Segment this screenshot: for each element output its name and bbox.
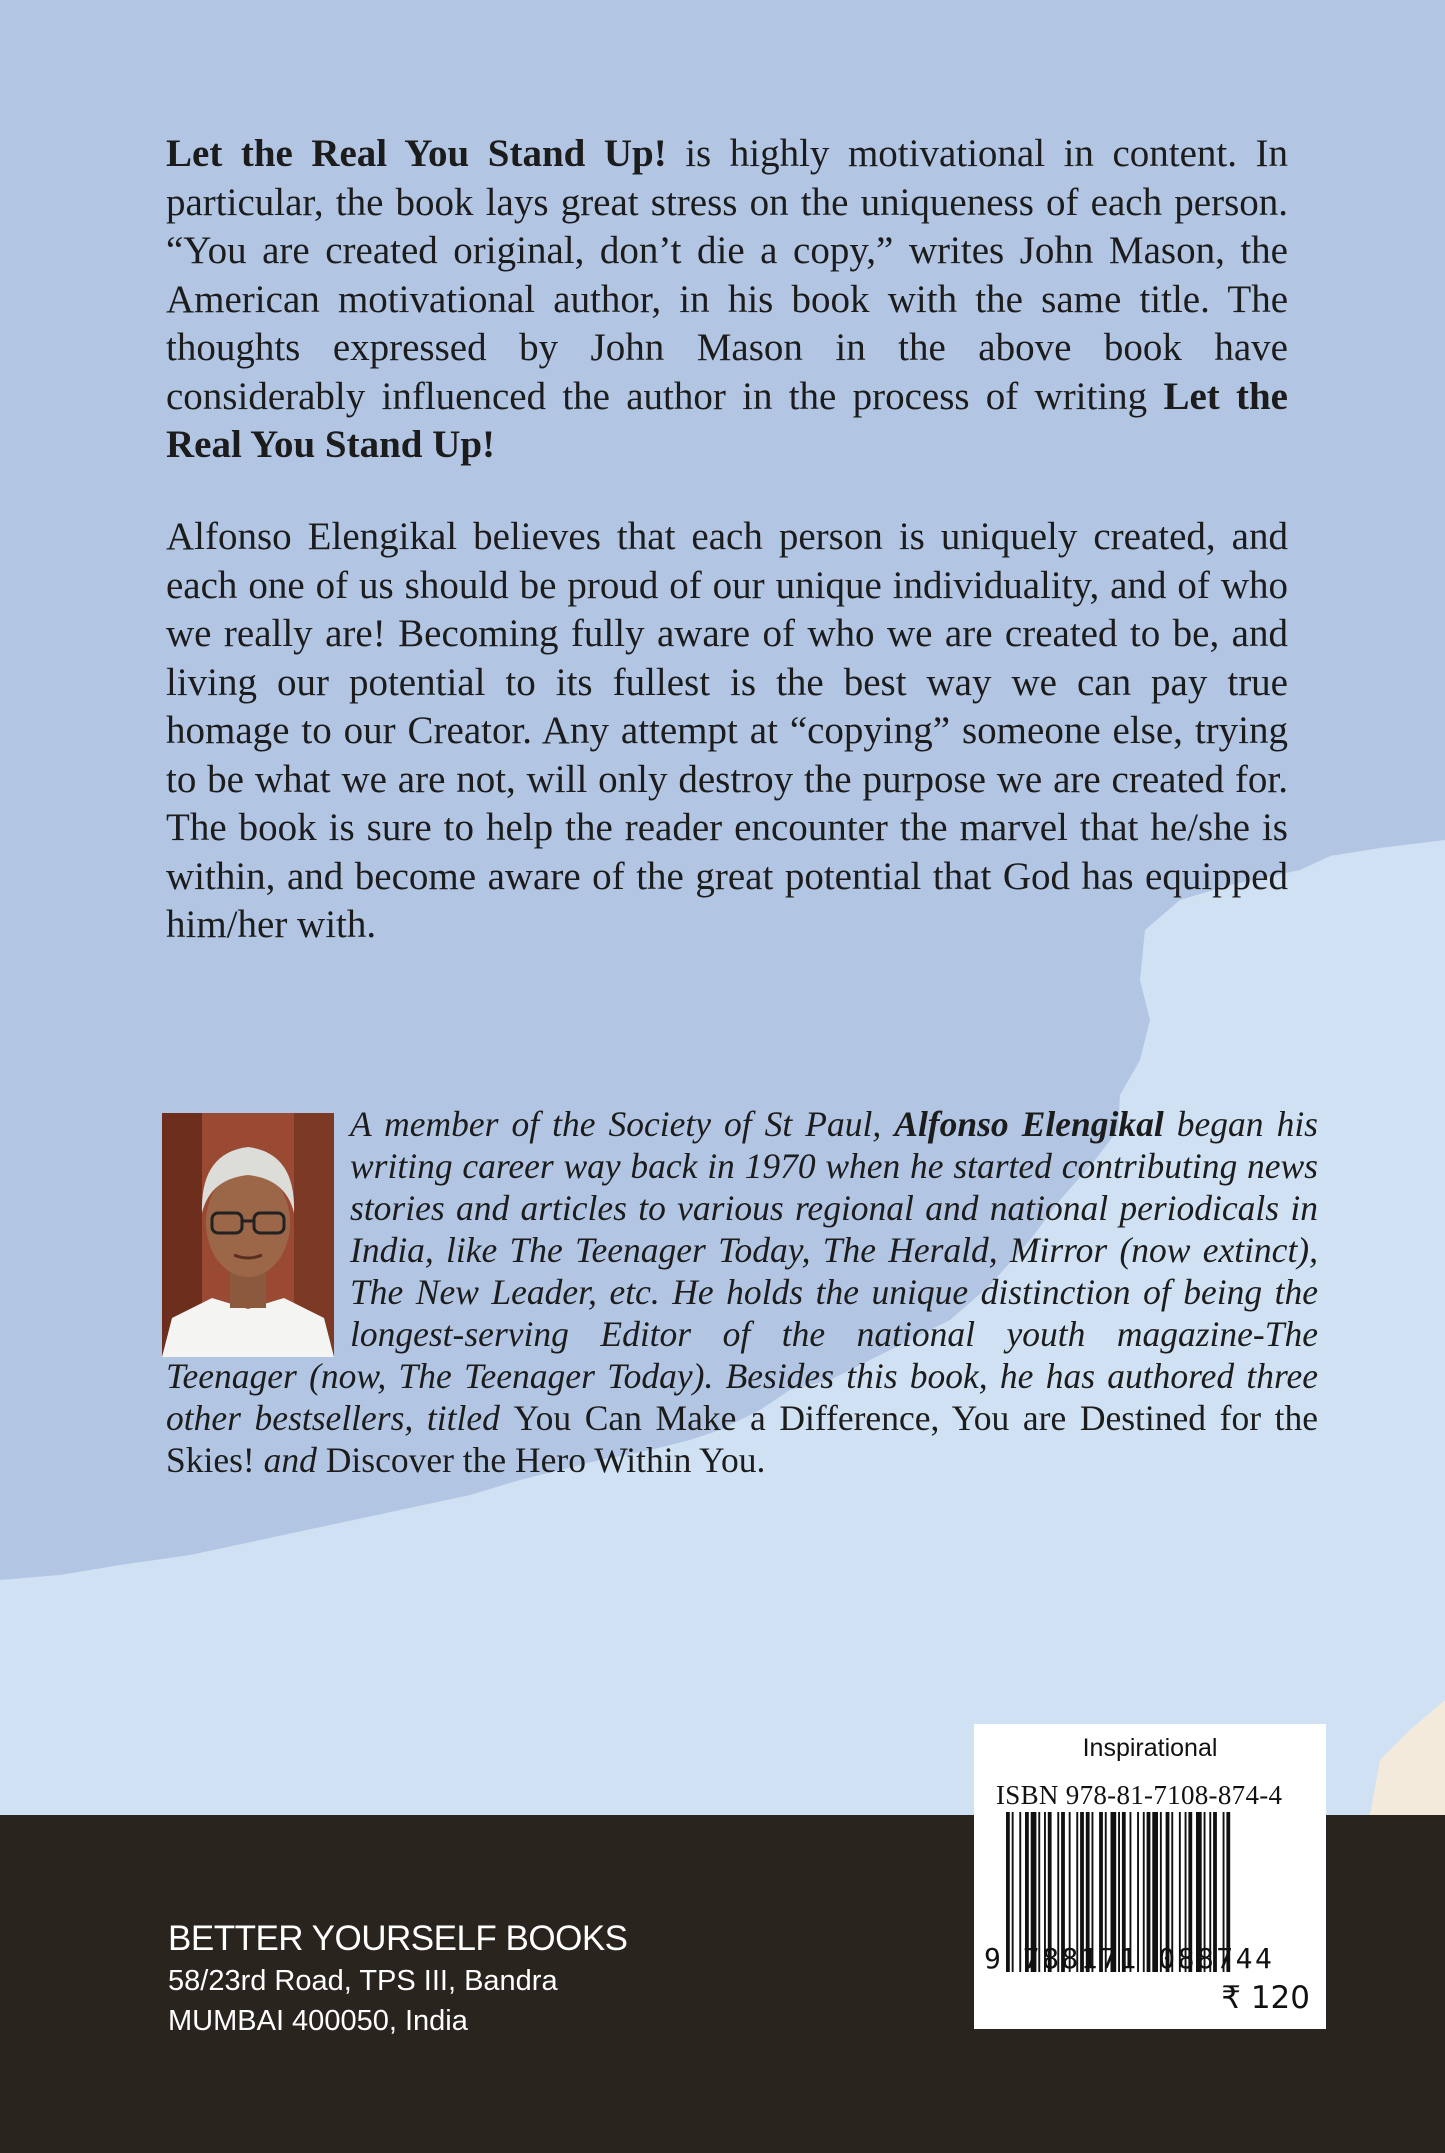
photo-spacer	[166, 1103, 350, 1349]
bio-separator: ,	[930, 1398, 952, 1438]
publisher-name: BETTER YOURSELF BOOKS	[168, 1919, 628, 1958]
genre-label: Inspirational	[1082, 1734, 1218, 1762]
book-title: Let the Real You Stand Up!	[166, 132, 667, 175]
publisher-address-line-1: 58/23rd Road, TPS III, Bandra	[168, 1965, 558, 1997]
paragraph-2-text: Alfonso Elengikal believes that each person is uniquely created, and each one of us should be proud of our unique individuality, and of who we really are! Becoming fully aware of who we are created to be, and living our potential to its fullest is the best way we can pay true homage to our Creator. Any attempt at “copying” someone else, trying to be what we are not, will only destroy the purpose we are created for. The book is sure to help the reader encounter the marvel that he/she is within, and become aware of the great potential that God has equipped him/her with.	[166, 515, 1288, 946]
other-book-2: You are Destined for the Skies!	[166, 1398, 1319, 1480]
price: ₹ 120	[1221, 1980, 1310, 2016]
author-name: Alfonso Elengikal	[894, 1104, 1164, 1144]
description-paragraph-2	[166, 513, 1288, 950]
barcode-panel	[974, 1724, 1326, 2029]
other-book-3: Discover the Hero Within You	[325, 1440, 757, 1480]
bio-text-1: A member of the Society of St Paul,	[350, 1104, 895, 1144]
author-bio	[166, 1103, 1318, 1481]
description-paragraph-1	[166, 130, 1288, 470]
publisher-address-line-2: MUMBAI 400050, India	[168, 2005, 468, 2037]
ean-digits: 9 788171 088744	[984, 1942, 1275, 1975]
paragraph-1-text: is highly motivational in content. In particular, the book lays great stress on the uniqueness of each person. “You are created original, don’t die a copy,” writes John Mason, the American motivational author, in his book with the same title. The thoughts expressed by John Mason in the above book have considerably influenced the author in the process of writing	[166, 132, 1289, 418]
bio-end: .	[756, 1440, 766, 1480]
publisher-block	[168, 1917, 628, 2041]
isbn-text: ISBN 978-81-7108-874-4	[996, 1780, 1283, 1810]
bio-text-2: began his writing career way back in 1970 when he started contributing news stories and articles to various regional and national periodicals in India, like The Teenager Today, The Herald, Mirror (now extinct), The New Leader, etc. He holds the unique distinction of being the longest-serving Editor of the national youth magazine-The Teenager (now, The Teenager Today). Besides this book, he has authored three other bestsellers, titled	[166, 1104, 1318, 1438]
other-book-1: You Can Make a Difference	[513, 1398, 931, 1438]
book-title-repeat: Let the Real You Stand Up!	[166, 374, 1288, 466]
bio-and: and	[254, 1440, 326, 1480]
